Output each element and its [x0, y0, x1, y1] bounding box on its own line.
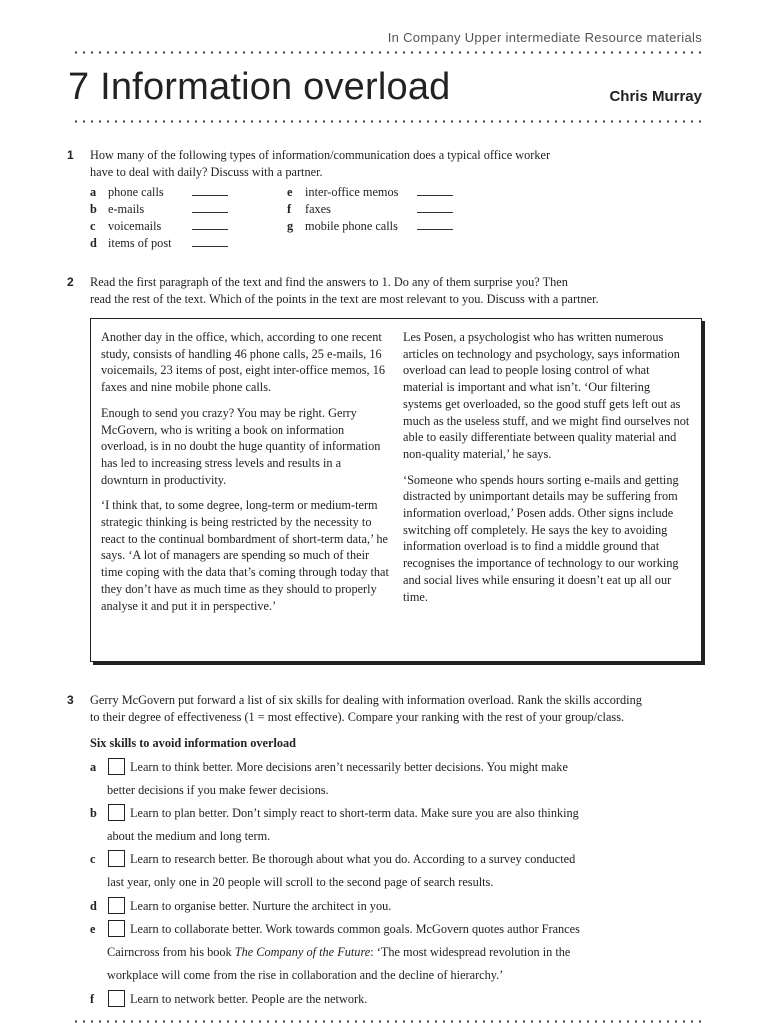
skill-letter: a [90, 760, 97, 774]
series-header: In Company Upper intermediate Resource materials [387, 30, 702, 45]
article-paragraph: Another day in the office, which, according to one recent study, consists of handling 46 phone calls, 25 e-mails, 16 voicemails, 23 items of post, eight inter-office memos, 16 faxes and nine mobile phone calls. [101, 330, 386, 395]
skill-text-continued: better decisions if you make fewer decisions. [107, 783, 329, 797]
question-3-text [90, 692, 710, 725]
article-paragraph: Les Posen, a psychologist who has written numerous articles on technology and psychology, says information overload can lead to people losing control of what material is important and what isn’t. ‘Our filtering systems get overloaded, so the good stuff gets left out as much as the useless stuff, and we might find ourselves not able to easily differentiate between quality material and non-quality material,’ he says. [403, 330, 690, 461]
skill-text: Learn to collaborate better. Work towards common goals. McGovern quotes author Frances [130, 922, 580, 936]
article-left-column [101, 329, 389, 623]
rank-checkbox[interactable] [108, 850, 125, 867]
skill-letter: e [90, 922, 96, 936]
option-letter: c [90, 219, 96, 233]
answer-blank[interactable] [192, 236, 228, 247]
answer-blank[interactable] [192, 202, 228, 213]
article-paragraph: ‘Someone who spends hours sorting e-mails and getting distracted by unimportant details may be suffering from information overload,’ Posen adds. Other signs include switching off completely. He says the key to avoiding information overload is to find a middle ground that recognises the importance of technology to our working and social lives while ensuring it doesn’t eat up all our time. [403, 472, 679, 604]
article-paragraph: Enough to send you crazy? You may be right. Gerry McGovern, who is writing a book on information overload, is in no doubt the huge quantity of information has led to increasing stress levels and results in a downturn in productivity. [101, 405, 381, 487]
option-label: faxes [305, 202, 331, 216]
question-2-text [90, 274, 710, 307]
skill-text-continued: workplace will come from the rise in collaboration and the decline of hierarchy.’ [107, 968, 504, 982]
option-e [287, 184, 453, 200]
question-1-text [90, 147, 710, 180]
skill-text: Learn to think better. More decisions aren’t necessarily better decisions. You might make [130, 760, 568, 774]
rank-checkbox[interactable] [108, 897, 125, 914]
option-a [90, 184, 228, 200]
dotted-divider-title [72, 120, 706, 123]
skill-text-continued [107, 945, 570, 960]
option-label: items of post [108, 236, 172, 250]
skills-heading: Six skills to avoid information overload [90, 736, 296, 750]
option-d [90, 235, 228, 251]
answer-blank[interactable] [192, 185, 228, 196]
skill-text: Learn to plan better. Don’t simply react to short-term data. Make sure you are also thinking [130, 806, 579, 820]
question-2-line-1: Read the first paragraph of the text and find the answers to 1. Do any of them surprise you? Then [90, 275, 568, 289]
author-name: Chris Murray [609, 88, 702, 105]
skill-letter: c [90, 852, 96, 866]
rank-checkbox[interactable] [108, 920, 125, 937]
dotted-divider-bottom [72, 1020, 706, 1023]
answer-blank[interactable] [192, 219, 228, 230]
answer-blank[interactable] [417, 202, 453, 213]
question-2-line-2: read the rest of the text. Which of the points in the text are most relevant to you. Discuss with a partner. [90, 291, 599, 306]
option-b [90, 201, 228, 217]
option-label: mobile phone calls [305, 219, 398, 233]
question-1-line-2: have to deal with daily? Discuss with a partner. [90, 164, 323, 179]
option-g [287, 218, 453, 234]
title-row [68, 66, 704, 112]
book-title: The Company of the Future [234, 945, 371, 959]
option-label: e-mails [108, 202, 145, 216]
skill-text: Learn to organise better. Nurture the architect in you. [130, 899, 392, 913]
answer-blank[interactable] [417, 185, 453, 196]
option-f [287, 201, 453, 217]
skill-text-continued: about the medium and long term. [107, 829, 271, 843]
article-right-column [403, 329, 691, 614]
option-letter: d [90, 236, 97, 250]
option-letter: a [90, 185, 97, 199]
answer-blank[interactable] [417, 219, 453, 230]
skill-letter: b [90, 806, 97, 820]
dotted-divider-top [72, 51, 706, 54]
option-letter: g [287, 219, 294, 233]
question-1-line-1: How many of the following types of information/communication does a typical office worker [90, 148, 551, 162]
skill-letter: d [90, 899, 97, 913]
option-letter: e [287, 185, 293, 199]
rank-checkbox[interactable] [108, 758, 125, 775]
question-3-number: 3 [67, 693, 74, 707]
page-title: 7 Information overload [68, 66, 451, 108]
article-paragraph: ‘I think that, to some degree, long-term or medium-term strategic thinking is being restricted by the necessity to react to the continual bombardment of short-term data,’ he says. ‘A lot of managers are spending so much of their time coping with the data that’s coming through today that they don’t have as much time as they should to properly analyse it and put it in perspective.’ [101, 498, 389, 613]
skill-letter: f [90, 992, 95, 1006]
skill-text-part: Cairncross from his book [107, 945, 235, 959]
question-2-number: 2 [67, 275, 74, 289]
option-c [90, 218, 228, 234]
skill-text-part: : ‘The most widespread revolution in the [370, 945, 571, 959]
skill-text: Learn to research better. Be thorough about what you do. According to a survey conducted [130, 852, 576, 866]
question-3-line-2: to their degree of effectiveness (1 = most effective). Compare your ranking with the rest of your group/class. [90, 709, 625, 724]
rank-checkbox[interactable] [108, 990, 125, 1007]
rank-checkbox[interactable] [108, 804, 125, 821]
skill-text-continued: last year, only one in 20 people will scroll to the second page of search results. [107, 875, 494, 889]
option-letter: f [287, 202, 292, 216]
option-letter: b [90, 202, 97, 216]
question-3-line-1: Gerry McGovern put forward a list of six skills for dealing with information overload. Rank the skills according [90, 693, 642, 707]
option-label: voicemails [108, 219, 162, 233]
article-box [90, 318, 702, 662]
option-label: inter-office memos [305, 185, 399, 199]
skill-text: Learn to network better. People are the network. [130, 992, 368, 1006]
option-label: phone calls [108, 185, 164, 199]
question-1-number: 1 [67, 148, 74, 162]
